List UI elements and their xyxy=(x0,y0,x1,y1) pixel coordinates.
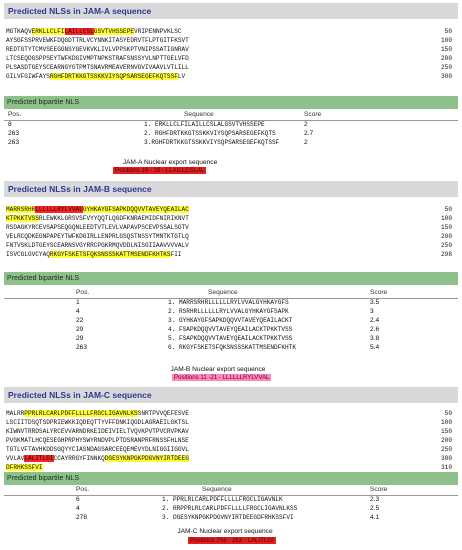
column-header-sequence: Sequence xyxy=(208,289,238,296)
nls-position: 263 xyxy=(8,130,20,137)
sequence-segment: VVLAV xyxy=(6,455,25,462)
sequence-text xyxy=(6,436,189,445)
sequence-text xyxy=(6,445,189,454)
table-header xyxy=(4,486,458,496)
sequence-text xyxy=(6,223,189,232)
table-row xyxy=(4,130,458,139)
nls-score: 2.5 xyxy=(370,505,380,512)
nls-position: 1 xyxy=(76,299,80,306)
nls-sequence: 3. DGESYKNPGKPDGVNYIRTDEEGDFRHKSSFVI xyxy=(162,514,294,521)
column-header-sequence: Sequence xyxy=(202,486,232,493)
jam-a-export-label: JAM-A Nuclear export sequence xyxy=(122,159,218,166)
sequence-line xyxy=(6,427,452,436)
sequence-segment: CCAYRRGYFINNKQ xyxy=(53,455,105,462)
sequence-line xyxy=(6,36,452,45)
table-row xyxy=(4,121,458,130)
sequence-line-number: 100 xyxy=(441,37,452,44)
nes-highlight: LALITLGI xyxy=(24,455,54,462)
nls-score: 3 xyxy=(370,308,374,315)
nls-sequence: 2. RGHFDRTKKGTSSKKVIYSQPSARSEGEFKQTS xyxy=(144,130,276,137)
jam-a-bipartite-header: Predicted bipartite NLS xyxy=(4,96,458,109)
sequence-line xyxy=(6,45,452,54)
column-header-pos: Pos. xyxy=(76,289,90,296)
nls-score: 2.3 xyxy=(370,496,380,503)
sequence-segment: LSCIITDSQTSDPRIEWKKIQDEQTTYVFFDNKIQGDLAGRAEILGKTSL xyxy=(6,419,189,426)
table-header xyxy=(4,289,458,299)
sequence-line-number: 300 xyxy=(441,73,452,80)
nls-highlight: RGHFDRTKKGTSSKKVIYSQPSARSEGEFKQTSSF xyxy=(49,73,178,80)
nls-sequence: 1. ERKLLCLFILAILLCSLALGSVTVHSSEPE xyxy=(144,121,265,128)
sequence-text xyxy=(6,45,189,54)
nls-score: 2 xyxy=(304,139,308,146)
jam-c-bipartite-header: Predicted bipartite NLS xyxy=(4,472,458,485)
sequence-line-number: 50 xyxy=(444,28,452,35)
sequence-segment: LV xyxy=(177,73,186,80)
jam-a-title: Predicted NLSs in JAM-A sequence xyxy=(4,3,458,19)
sequence-text xyxy=(6,418,189,427)
jam-b-bipartite-table xyxy=(4,289,458,353)
sequence-line-number: 200 xyxy=(441,55,452,62)
nes-highlight: LLLLLLRYLVVAL xyxy=(35,206,83,213)
nls-highlight: GYHKAYGFSAPKDQQVVTAVEYQEAILAC xyxy=(82,206,189,213)
sequence-text xyxy=(6,427,189,436)
jam-c-export-label: JAM-C Nuclear export sequence xyxy=(177,528,273,535)
nls-position: 263 xyxy=(76,344,88,351)
sequence-line xyxy=(6,241,452,250)
sequence-line-number: 250 xyxy=(441,446,452,453)
jam-c-title: Predicted NLSs in JAM-C sequence xyxy=(4,387,458,403)
table-row xyxy=(4,505,458,514)
sequence-line xyxy=(6,205,452,214)
jam-b-export-positions: Positions 11 -21 - LLLLLLRYLVVAL xyxy=(174,374,270,381)
nls-sequence: 2. RSRHRLLLLLLRYLVVALGYHKAYGFSAPK xyxy=(168,308,289,315)
sequence-text xyxy=(6,241,189,250)
jam-c-bipartite-table xyxy=(4,486,458,523)
nls-position: 278 xyxy=(76,514,88,521)
sequence-segment: PVGKMATLHCQESEGHPRPHYSWYRNDVPLPTDSRANPRFRNSSFHLNSE xyxy=(6,437,189,444)
sequence-segment: RSDAGKYRCEVSAPSEQGQNLEEDTVTLEVLVAPAVPSCEVPSSALSGTV xyxy=(6,224,189,231)
sequence-segment: REDTGTYTCMVSEEGGNSYGEVKVKLIVLVPPSKPTVNIPSSATIGNRAV xyxy=(6,46,189,53)
sequence-line xyxy=(6,54,452,63)
jam-a-sequence xyxy=(6,27,452,81)
sequence-text xyxy=(6,409,189,418)
sequence-line-number: 50 xyxy=(444,206,452,213)
column-header-score: Score xyxy=(304,111,322,118)
jam-c-export-positions: Positions 256 - 263 - LALITLGI xyxy=(190,537,274,544)
column-header-pos: Pos. xyxy=(8,111,22,118)
sequence-segment: FII xyxy=(170,251,182,258)
sequence-segment: VELRCQDKEGNPAPEYTWFKDGIRLLENPRLGSQSTNSSYTMNTKTGTLQ xyxy=(6,233,189,240)
sequence-line xyxy=(6,250,452,259)
sequence-line-number: 250 xyxy=(441,64,452,71)
table-row xyxy=(4,326,458,335)
nls-sequence: 6. RKGYFSKETSFQKSNSSSKATTMSENDFKHTK xyxy=(168,344,296,351)
sequence-segment: AYSGFSSPRVEWKFDQGDTTRLVCYNNKITASYEDRVTFLPTGITFKSVT xyxy=(6,37,189,44)
sequence-text xyxy=(6,63,189,72)
nls-score: 3.8 xyxy=(370,335,380,342)
jam-b-sequence xyxy=(6,205,452,259)
nls-sequence: 3.RGHFDRTKKGTSSKKVIYSQPSARSEGEFKQTSSF xyxy=(144,139,280,146)
nls-sequence: 1. PPRLRLCARLPDFFLLLLFRGCLIGAVNLK xyxy=(162,496,283,503)
sequence-line-number: 150 xyxy=(441,428,452,435)
sequence-line xyxy=(6,445,452,454)
column-header-score: Score xyxy=(370,486,388,493)
nes-highlight: LAILLCSL xyxy=(64,28,94,35)
nls-highlight: DFRHKSSFVI xyxy=(6,464,43,471)
table-row xyxy=(4,317,458,326)
nls-sequence: 4. FSAPKDQQVVTAVEYQEAILACKTPKKTVSS xyxy=(168,326,293,333)
table-row xyxy=(4,335,458,344)
sequence-segment: ISVCGLGVCYAQ xyxy=(6,251,50,258)
sequence-line xyxy=(6,463,452,472)
nls-highlight: MARRSRHR xyxy=(6,206,36,213)
sequence-line-number: 298 xyxy=(441,251,452,258)
sequence-line xyxy=(6,418,452,427)
nls-sequence: 5. FSAPKDQQVVTAVEYQEAILACKTPKKTVSS xyxy=(168,335,293,342)
nls-position: 22 xyxy=(76,317,84,324)
column-header-pos: Pos. xyxy=(76,486,90,493)
nls-position: 8 xyxy=(8,121,12,128)
nls-highlight: DGESYKNPGKPDGVNYIRTDEEG xyxy=(104,455,189,462)
nls-score: 4.1 xyxy=(370,514,380,521)
nls-score: 5.4 xyxy=(370,344,380,351)
sequence-line-number: 250 xyxy=(441,242,452,249)
jam-b-bipartite-header: Predicted bipartite NLS xyxy=(4,272,458,285)
sequence-line xyxy=(6,436,452,445)
jam-b-title: Predicted NLSs in JAM-B sequence xyxy=(4,181,458,197)
table-row xyxy=(4,514,458,523)
jam-a-export-positions: Positions 16 - 28 - LLAILLCSLAL xyxy=(115,167,205,174)
sequence-line-number: 150 xyxy=(441,224,452,231)
sequence-line xyxy=(6,63,452,72)
nls-position: 6 xyxy=(76,496,80,503)
sequence-line-number: 310 xyxy=(441,464,452,471)
table-row xyxy=(4,496,458,505)
table-row xyxy=(4,299,458,308)
sequence-segment: MGTKAQV xyxy=(6,28,32,35)
nls-highlight: KTPKKTVSS xyxy=(6,215,39,222)
nls-sequence: 2. RRPPRLRLCARLPDFFLLLLFRGCLIGAVNLKSS xyxy=(162,505,298,512)
sequence-line xyxy=(6,454,452,463)
jam-c-sequence xyxy=(6,409,452,472)
nls-position: 29 xyxy=(76,326,84,333)
nls-position: 29 xyxy=(76,335,84,342)
sequence-line-number: 200 xyxy=(441,437,452,444)
sequence-line xyxy=(6,409,452,418)
sequence-text xyxy=(6,214,189,223)
sequence-text xyxy=(6,27,182,36)
sequence-line-number: 200 xyxy=(441,233,452,240)
sequence-line-number: 50 xyxy=(444,410,452,417)
sequence-line xyxy=(6,72,452,81)
table-row xyxy=(4,139,458,148)
nls-highlight: RKGYFSKETSFQKSNSSSKATTMSENDFKHTKS xyxy=(49,251,171,258)
sequence-line xyxy=(6,232,452,241)
table-header xyxy=(4,111,458,121)
nls-highlight: ERKLLCLFI xyxy=(31,28,65,35)
column-header-sequence: Sequence xyxy=(184,111,214,118)
sequence-segment: SNRTPVVQEFESVE xyxy=(137,410,189,417)
sequence-line xyxy=(6,223,452,232)
jam-a-bipartite-table xyxy=(4,111,458,148)
sequence-text xyxy=(6,232,189,241)
table-row xyxy=(4,344,458,353)
jam-b-export-label: JAM-B Nuclear export sequence xyxy=(170,366,266,373)
nls-position: 4 xyxy=(76,308,80,315)
sequence-text xyxy=(6,36,189,45)
sequence-text xyxy=(6,454,189,463)
sequence-segment: VRIPENNPVKLSC xyxy=(134,28,182,35)
sequence-segment: KIWNVTRRDSALYRCEVVARNDRKEIDEIVIELTVQVKPVTPVCRVPKAV xyxy=(6,428,189,435)
sequence-text xyxy=(6,250,182,259)
sequence-line-number: 100 xyxy=(441,215,452,222)
table-row xyxy=(4,308,458,317)
sequence-line-number: 100 xyxy=(441,419,452,426)
nls-highlight: PPRLRLCARLPDFFLLLLFRGCLIGAVNLKS xyxy=(24,410,138,417)
nls-score: 3.5 xyxy=(370,299,380,306)
sequence-line-number: 150 xyxy=(441,46,452,53)
column-header-score: Score xyxy=(370,289,388,296)
sequence-text xyxy=(6,72,185,81)
sequence-segment: GILVFGIWFAYS xyxy=(6,73,50,80)
nls-score: 2 xyxy=(304,121,308,128)
nls-sequence: 1. MARRSRHRLLLLLLRYLVVALGYHKAYGFS xyxy=(168,299,289,306)
nls-position: 4 xyxy=(76,505,80,512)
sequence-segment: PLSASDTGEYSCEARNGYGTPMTSNAVRMEAVERNVGVIVAAVLVTLILL xyxy=(6,64,189,71)
sequence-text xyxy=(6,54,189,63)
sequence-segment: MALRR xyxy=(6,410,25,417)
nls-score: 2.7 xyxy=(304,130,314,137)
nls-score: 2.4 xyxy=(370,317,380,324)
sequence-line xyxy=(6,27,452,36)
sequence-line xyxy=(6,214,452,223)
nls-position: 263 xyxy=(8,139,20,146)
sequence-line-number: 300 xyxy=(441,455,452,462)
sequence-text xyxy=(6,205,189,214)
nls-highlight: GSVTVHSSEPE xyxy=(93,28,135,35)
sequence-segment: FNTVSKLDTGEYSCEARNSVGYRRCPGKRMQVDDLNISGIIAAVVVVALV xyxy=(6,242,189,249)
nls-score: 2.6 xyxy=(370,326,380,333)
sequence-segment: LTCSEQDGSPPSEYTWFKDGIVMPTNPKSTRAFSNSSYVLNPTTGELVFD xyxy=(6,55,189,62)
nls-sequence: 3. GYHKAYGFSAPKDQQVVTAVEYQEAILACKT xyxy=(168,317,293,324)
sequence-text xyxy=(6,463,43,472)
sequence-segment: RLEWKKLGRSVSFVYYQQTLQGDFKNRAEMIDFNIRIKNVT xyxy=(38,215,189,222)
sequence-segment: TGTLVFTAVHKDDSGQYYCIASNDAGSARCEEQEMEVYDLNIGGIIGGVL xyxy=(6,446,189,453)
